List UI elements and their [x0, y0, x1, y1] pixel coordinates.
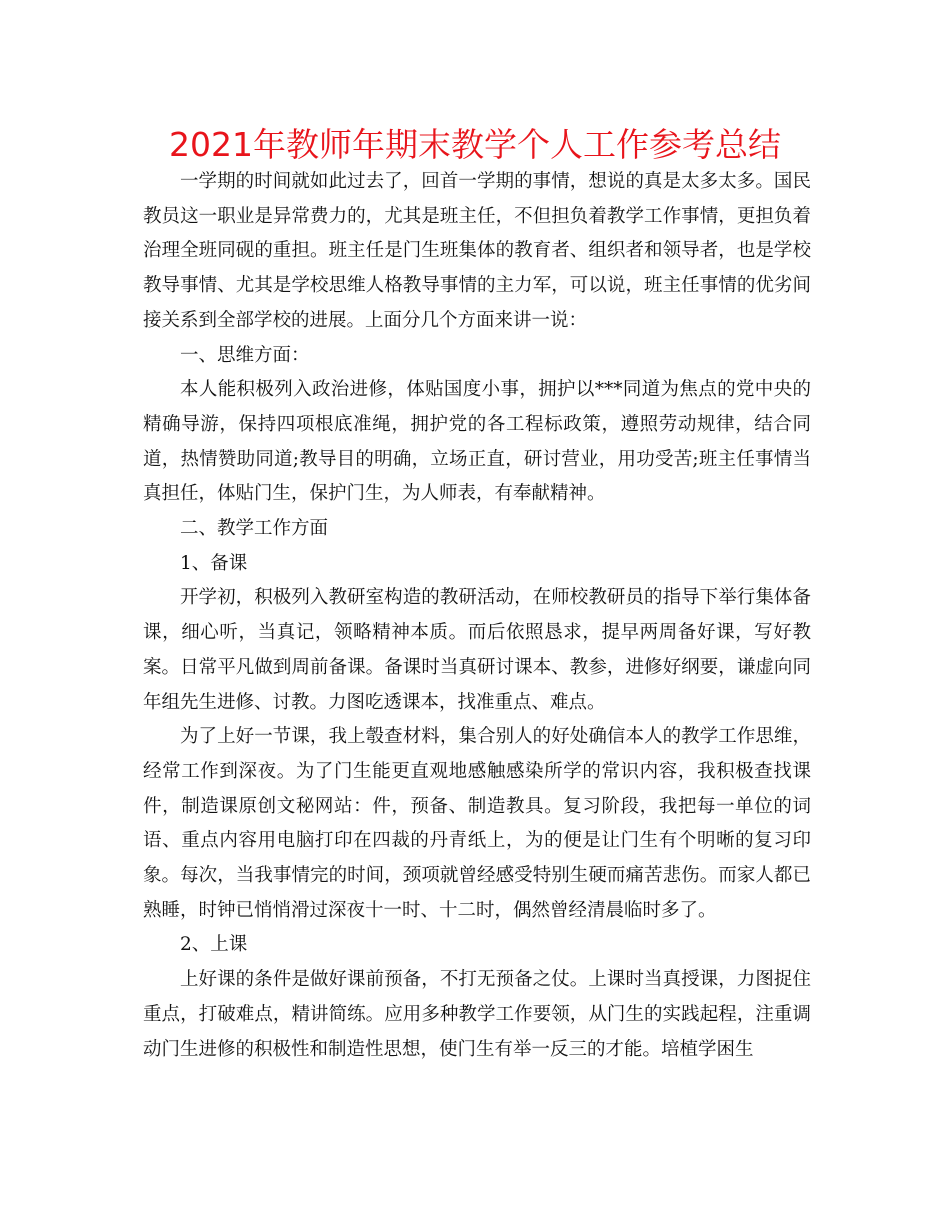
document-title: 2021年教师年期末教学个人工作参考总结: [169, 125, 781, 164]
paragraph-lesson-prep: 开学初，积极列入教研室构造的教研活动，在师校教研员的指导下举行集体备课，细心听，当真记，领略精神本质。而后依照恳求，提早两周备好课，写好教案。日常平凡做到周前备课。备课时当真研讨课本、教参，进修好纲要，谦虚向同年组先生进修、讨教。力图吃透课本，找准重点、难点。: [143, 587, 811, 713]
subheading-lesson-prep: 1、备课: [180, 552, 248, 574]
paragraph-class: 上好课的条件是做好课前预备，不打无预备之仗。上课时当真授课，力图捉住重点，打破难点，精讲简练。应用多种教学工作要领，从门生的实践起程，注重调动门生进修的积极性和制造性思想，使门生有举一反三的才能。培植学困生: [143, 969, 811, 1060]
section-heading-teaching: 二、教学工作方面: [180, 518, 329, 540]
subheading-class: 2、上课: [180, 934, 248, 956]
paragraph-intro: 一学期的时间就如此过去了，回首一学期的事情，想说的真是太多太多。国民教员这一职业是异常费力的，尤其是班主任，不但担负着教学工作事情，更担负着治理全班同砚的重担。班主任是门生班集体的教育者、组织者和领导者，也是学校教导事情、尤其是学校思维人格教导事情的主力军，可以说，班主任事情的优劣间接关系到全部学校的进展。上面分几个方面来讲一说：: [143, 171, 811, 331]
section-heading-thinking: 一、思维方面：: [180, 344, 310, 366]
paragraph-thinking: 本人能积极列入政治进修，体贴国度小事，拥护以***同道为焦点的党中央的精确导游，保持四项根底准绳，拥护党的各工程标政策，遵照劳动规律，结合同道，热情赞助同道;教导目的明确，立场正直，研讨营业，用功受苦;班主任事情当真担任，体贴门生，保护门生，为人师表，有奉献精神。: [143, 379, 811, 505]
document-body: [143, 165, 811, 1067]
paragraph-lesson-prep-detail: 为了上好一节课，我上彀查材料，集合别人的好处确信本人的教学工作思维，经常工作到深夜。为了门生能更直观地感触感染所学的常识内容，我积极查找课件，制造课原创文秘网站：件，预备、制造教具。复习阶段，我把每一单位的词语、重点内容用电脑打印在四裁的丹青纸上，为的便是让门生有个明晰的复习印象。每次，当我事情完的时间，颈项就曾经感受特别生硬而痛苦悲伤。而家人都已熟睡，时钟已悄悄滑过深夜十一时、十二时，偶然曾经清晨临时多了。: [143, 726, 811, 921]
